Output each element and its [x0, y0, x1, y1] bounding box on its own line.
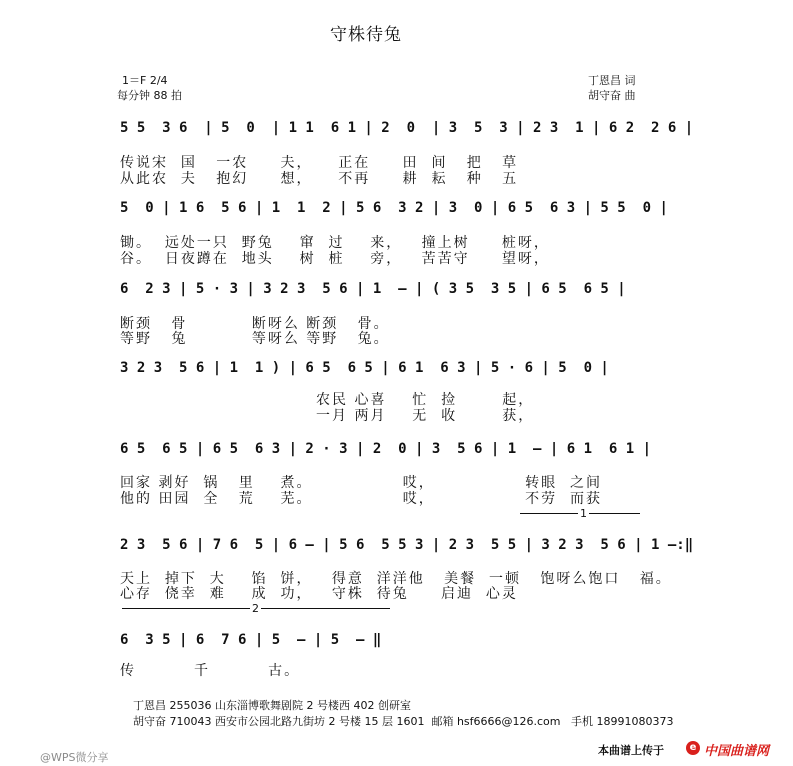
notation-row: 5 5 3 6 | 5 0 | 1 1 6 1 | 2 0 | 3 5 3 | 2 3 1 | 6 2 2 6 | — [120, 120, 694, 136]
footer-contact-composer: 胡守奋 710043 西安市公园北路九街坊 2 号楼 15 层 1601 邮箱 hsf6666@126.com 手机 18991080373 — [133, 715, 674, 728]
brand-name[interactable]: 中国曲谱网 — [704, 744, 770, 759]
lyric-verse-2: 谷。 日夜蹲在 地头 树 桩 旁， 苦苦守 望呀， — [120, 251, 550, 267]
brand-logo-icon: e — [686, 741, 700, 755]
wps-watermark: @WPS微分享 — [40, 751, 109, 764]
lyric-verse-1: 锄。 远处一只 野兔 窜 过 来， 撞上树 桩呀， — [120, 235, 550, 251]
lyric-verse-1: 传说宋 国 一农 夫， 正在 田 间 把 草 — [120, 155, 519, 171]
key-signature: 1＝F 2/4 — [122, 74, 168, 87]
notation-row: 6 5 6 5 | 6 5 6 3 | 2 · 3 | 2 0 | 3 5 6 | 1 — | 6 1 6 1 | — [120, 441, 652, 457]
lyric-verse-2: 从此农 夫 抱幻 想， 不再 耕 耘 种 五 — [120, 171, 519, 187]
lyric-verse-2: 一月 两月 无 收 获， — [316, 408, 535, 424]
uploader-label: 本曲谱上传于 — [598, 744, 664, 757]
lyric-verse-1: 农民 心喜 忙 捡 起， — [316, 392, 535, 408]
lyricist-credit: 丁恩昌 词 — [588, 74, 636, 87]
lyric-verse-1: 回家 剥好 锅 里 煮。 哎， 转眼 之间 — [120, 475, 603, 491]
notation-row: 2 3 5 6 | 7 6 5 | 6 — | 5 6 5 5 3 | 2 3 5 5 | 3 2 3 5 6 | 1 —:‖ — [120, 537, 694, 553]
volta-label-1: 1 — [580, 507, 587, 520]
lyric-verse-2: 他的 田园 全 荒 芜。 哎， 不劳 而获 — [120, 491, 603, 507]
tempo-marking: 每分钟 88 拍 — [117, 89, 182, 102]
notation-row: 6 3 5 | 6 7 6 | 5 — | 5 — ‖ — [120, 632, 382, 648]
page-title: 守株待兔 — [330, 25, 402, 45]
lyric-verse-2: 等野 兔 等呀么 等野 兔。 — [120, 331, 390, 347]
notation-row: 5 0 | 1 6 5 6 | 1 1 2 | 5 6 3 2 | 3 0 | 6 5 6 3 | 5 5 0 | — [120, 200, 668, 216]
lyric-verse-1: 断颈 骨 断呀么 断颈 骨。 — [120, 316, 390, 332]
notation-row: 6 2 3 | 5 · 3 | 3 2 3 5 6 | 1 — | ( 3 5 3 5 | 6 5 6 5 | — [120, 281, 626, 297]
volta-label-2: 2 — [252, 602, 259, 615]
notation-row: 3 2 3 5 6 | 1 1 ) | 6 5 6 5 | 6 1 6 3 | 5 · 6 | 5 0 | — [120, 360, 609, 376]
lyric-verse-1: 传 千 古。 — [120, 663, 301, 679]
footer-contact-lyricist: 丁恩昌 255036 山东淄博歌舞剧院 2 号楼西 402 创研室 — [133, 699, 411, 712]
composer-credit: 胡守奋 曲 — [588, 89, 636, 102]
lyric-verse-2: 心存 侥幸 难 成 功， 守株 待兔 启迪 心灵 — [120, 586, 518, 602]
lyric-verse-1: 天上 掉下 大 馅 饼， 得意 洋洋他 美餐 一顿 饱呀么饱口 福。 — [120, 571, 672, 587]
